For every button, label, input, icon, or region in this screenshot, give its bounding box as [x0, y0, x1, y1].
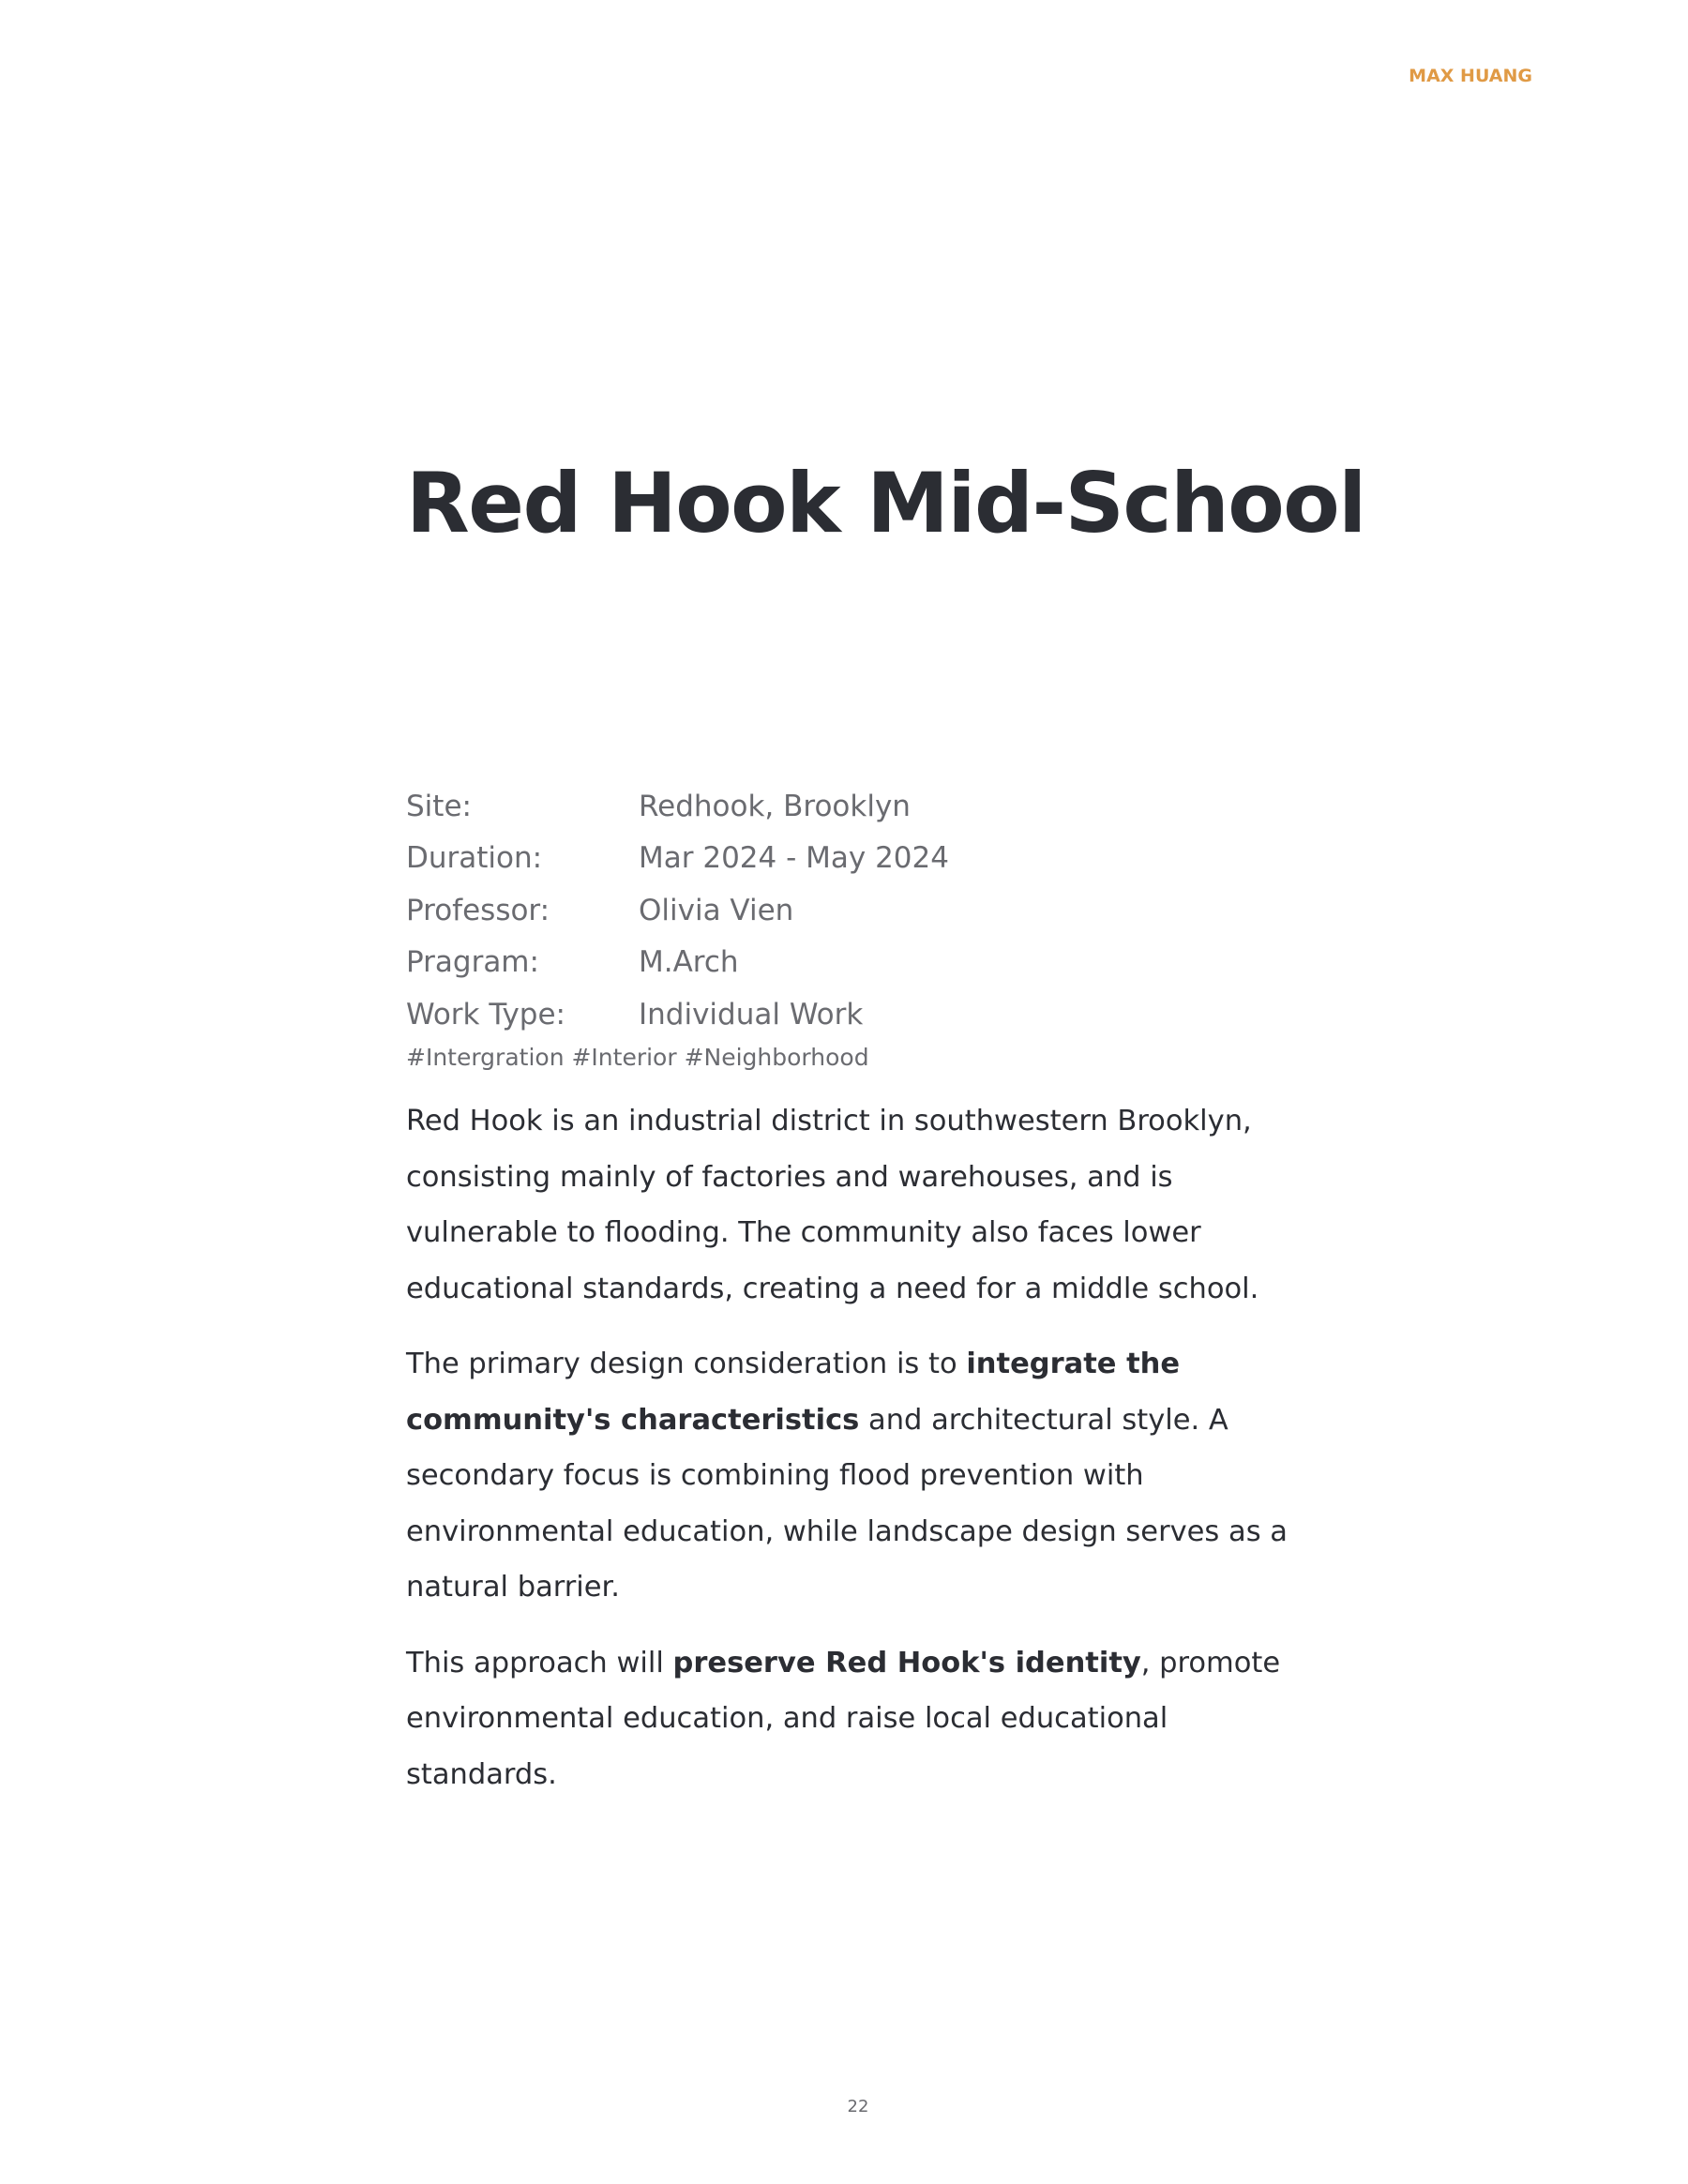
meta-label: Work Type: — [406, 997, 566, 1032]
hashtags: #Intergration #Interior #Neighborhood — [406, 1044, 869, 1071]
meta-label: Duration: — [406, 841, 543, 876]
text-span: This approach will — [406, 1646, 673, 1679]
meta-row-professor — [406, 884, 1344, 937]
paragraph-2 — [406, 1336, 1325, 1616]
meta-value: Individual Work — [639, 997, 864, 1032]
emphasis-text: integrate the community's characteristics — [406, 1348, 1181, 1437]
meta-label: Professor: — [406, 893, 550, 927]
page-number: 22 — [847, 2097, 869, 2116]
text-span: and architectural style. A secondary focus is combining flood prevention with environmental education, while landscape design serves as a natural barrier. — [406, 1403, 1288, 1604]
meta-row-program — [406, 937, 1344, 989]
meta-label: Site: — [406, 789, 472, 823]
project-meta — [406, 780, 1344, 1041]
author-name: MAX HUANG — [1409, 66, 1532, 86]
paragraph-3 — [406, 1635, 1325, 1803]
paragraph-1: Red Hook is an industrial district in southwestern Brooklyn, consisting mainly of factories and warehouses, and is vulnerable to flooding. The community also faces lower educational standards, creating a need for a middle school. — [406, 1105, 1259, 1305]
meta-row-site — [406, 780, 1344, 833]
meta-row-work-type — [406, 988, 1344, 1041]
meta-value: Mar 2024 - May 2024 — [639, 841, 949, 876]
meta-value: Olivia Vien — [639, 893, 794, 927]
emphasis-text: preserve Red Hook's identity — [672, 1646, 1141, 1679]
text-span: The primary design consideration is to — [406, 1348, 967, 1380]
meta-value: M.Arch — [639, 945, 739, 980]
meta-value: Redhook, Brooklyn — [639, 789, 911, 823]
page-title: Red Hook Mid-School — [406, 455, 1365, 551]
text-span: , promote environmental education, and raise local educational standards. — [406, 1646, 1281, 1791]
project-description — [406, 1093, 1325, 1822]
meta-label: Pragram: — [406, 945, 539, 980]
meta-row-duration — [406, 833, 1344, 885]
